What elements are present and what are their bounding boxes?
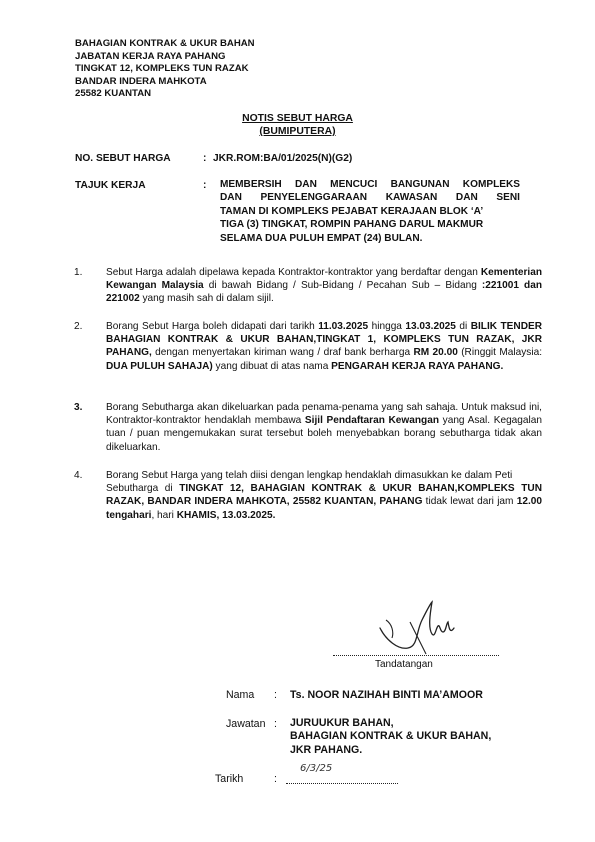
item-2-bold-price-words: DUA PULUH SAHAJA) (106, 360, 213, 372)
tajuk-line-3: TAMAN DI KOMPLEKS PEJABAT KERAJAAN BLOK ‘A’ (220, 205, 484, 217)
item-2-bold-location: BILIK TENDER BAHAGIAN KONTRAK & UKUR BAHAN,TINGKAT 1, KOMPLEKS TUN RAZAK, JKR PAHANG, (106, 321, 543, 359)
tajuk-line-2: DAN PENYELENGGARAAN KAWASAN DAN SENI (220, 192, 520, 204)
item-1-bold-ministry: Kementerian Kewangan Malaysia (106, 267, 542, 292)
item-1-text-part: Sebut Harga adalah dipelawa kepada Kontraktor-kontraktor yang berdaftar dengan (106, 267, 481, 278)
address-line-3: TINGKAT 12, KOMPLEKS TUN RAZAK (75, 63, 249, 75)
item-3-number: 3. (74, 402, 83, 413)
item-2-number: 2. (74, 321, 83, 332)
item-2-text-part: di (455, 321, 471, 332)
tarikh-value: 6/3/25 (300, 763, 333, 774)
item-1-bold-codes: :221001 dan 221002 (106, 280, 542, 305)
jawatan-value (290, 717, 491, 757)
address-line-2: JABATAN KERJA RAYA PAHANG (75, 50, 226, 62)
ref-colon: : (203, 153, 207, 164)
title-line-1: NOTIS SEBUT HARGA (242, 113, 353, 124)
item-2-bold-date-to: 13.03.2025 (405, 321, 456, 332)
item-2-text (106, 320, 542, 373)
item-3-text-part: Borang Sebutharga akan dikeluarkan pada penama-penama yang sah sahaja. Untuk maksud ini, Kontraktor-kontraktor hendaklah membawa (106, 402, 542, 427)
title-line-2: (BUMIPUTERA) (259, 126, 336, 137)
item-2-bold-date-from: 11.03.2025 (318, 321, 369, 332)
item-4-bold-day-date: KHAMIS, 13.03.2025. (176, 509, 276, 521)
item-4-text-line-1: Borang Sebut Harga yang telah diisi dengan lengkap hendaklah dimasukkan ke dalam Peti (106, 470, 513, 481)
item-3-text-part: yang Asal. Kegagalan tuan / puan mengemukakan surat tersebut boleh menyebabkan borang sebutharga tidak akan dikeluarkan. (106, 415, 542, 453)
item-4-number: 4. (74, 470, 83, 481)
jawatan-line-1: JURUUKUR BAHAN, (290, 717, 394, 729)
jawatan-line-3: JKR PAHANG. (290, 743, 363, 756)
item-2-text-part: dengan menyertakan kiriman wang / draf bank berharga (151, 347, 414, 359)
address-line-1: BAHAGIAN KONTRAK & UKUR BAHAN (75, 38, 255, 49)
item-2-bold-payee: PENGARAH KERJA RAYA PAHANG. (331, 360, 504, 372)
item-4-text-part: Sebutharga di (106, 483, 180, 495)
nama-colon: : (274, 689, 277, 701)
item-4-bold-address: TINGKAT 12, BAHAGIAN KONTRAK & UKUR BAHAN,KOMPLEKS TUN RAZAK, BANDAR INDERA MAHKOTA, 25582 KUANTAN, PAHANG (106, 483, 542, 508)
ref-value: JKR.ROM:BA/01/2025(N)(G2) (213, 153, 353, 164)
nama-value: Ts. NOOR NAZIHAH BINTI MA’AMOOR (290, 689, 483, 701)
ref-label: NO. SEBUT HARGA (75, 153, 171, 164)
item-2-bold-price: RM 20.00 (413, 347, 458, 359)
tarikh-label: Tarikh (215, 773, 244, 785)
tarikh-colon: : (274, 773, 277, 785)
header-address (75, 38, 255, 101)
address-line-5: 25582 KUANTAN (75, 88, 152, 100)
item-4-text-part: , hari (151, 509, 177, 521)
tajuk-line-4: TIGA (3) TINGKAT, ROMPIN PAHANG DARUL MAKMUR (220, 219, 484, 231)
nama-label: Nama (226, 689, 255, 701)
jawatan-label: Jawatan (226, 718, 266, 730)
signature-line (333, 655, 499, 656)
item-4-bold-time: 12.00 tengahari (106, 496, 542, 521)
item-2-text-part: hingga (368, 321, 406, 332)
item-1-text (106, 266, 542, 306)
item-4-text-rest (106, 482, 542, 522)
signature-label: Tandatangan (375, 659, 433, 670)
document-title (0, 112, 595, 138)
item-3-text (106, 401, 542, 454)
item-2-text-part: (Ringgit Malaysia: (457, 347, 542, 359)
tajuk-colon: : (203, 180, 207, 191)
item-1-text-part: yang masih sah di dalam sijil. (139, 293, 274, 305)
tajuk-text (220, 178, 520, 245)
address-line-4: BANDAR INDERA MAHKOTA (75, 75, 207, 87)
item-3-bold-certificate: Sijil Pendaftaran Kewangan (304, 415, 439, 427)
jawatan-line-2: BAHAGIAN KONTRAK & UKUR BAHAN, (290, 730, 492, 743)
tajuk-label: TAJUK KERJA (75, 180, 146, 191)
tarikh-line (286, 783, 398, 784)
tajuk-line-5: SELAMA DUA PULUH EMPAT (24) BULAN. (220, 232, 423, 244)
item-4-text (106, 469, 542, 522)
item-2-text-part: yang dibuat di atas nama (212, 360, 332, 372)
tajuk-line-1: MEMBERSIH DAN MENCUCI BANGUNAN KOMPLEKS (220, 179, 520, 190)
item-4-text-part: tidak lewat dari jam (422, 496, 517, 508)
item-1-number: 1. (74, 267, 83, 278)
signature-image (372, 598, 462, 660)
jawatan-colon: : (274, 718, 277, 730)
item-1-text-part: di bawah Bidang / Sub-Bidang / Pecahan Sub – Bidang (203, 280, 482, 292)
item-2-text-part: Borang Sebut Harga boleh didapati dari tarikh (106, 321, 319, 332)
